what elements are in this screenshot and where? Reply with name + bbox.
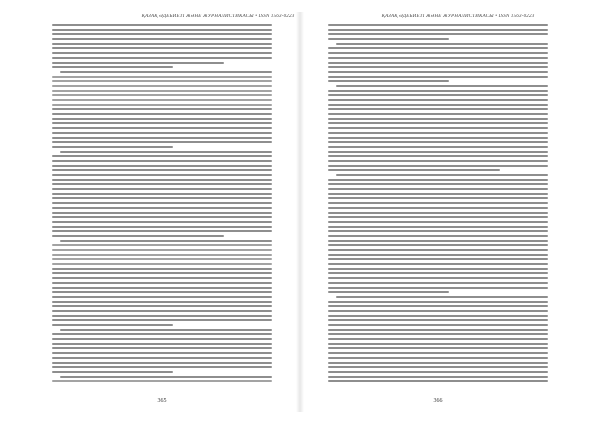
text-line [52,380,272,382]
text-line [52,366,272,368]
text-line [328,347,548,349]
text-line [52,324,173,326]
text-line [52,108,272,110]
text-line [52,66,173,68]
text-line [328,212,548,214]
text-line [52,310,272,312]
text-line [328,230,548,232]
text-line [52,174,272,176]
text-line [60,329,272,331]
text-line [328,329,548,331]
left-page [8,6,295,418]
text-line [52,57,272,59]
text-line [328,137,548,139]
text-line [328,258,548,260]
text-line [328,221,548,223]
text-line [328,376,548,378]
book-gutter [296,12,304,412]
text-line [328,52,548,54]
text-line [52,183,272,185]
text-line [328,380,548,382]
text-line [328,80,449,82]
text-line [52,216,272,218]
text-line [328,132,548,134]
text-line [328,118,548,120]
text-line [328,263,548,265]
text-line [328,333,548,335]
text-line [336,43,548,45]
right-running-head: ҚАЗАҚ ӘДЕБИЕТІ ЖӘНЕ ЖУРНАЛИСТИКАСЫ • ISSN 1563-0223 [381,14,535,19]
text-line [328,179,548,181]
text-line [328,94,548,96]
text-line [328,315,548,317]
text-line [52,287,272,289]
text-line [328,291,449,293]
text-line [52,146,173,148]
text-line [328,240,548,242]
right-page-body [328,24,548,384]
text-line [52,282,272,284]
left-page-body [52,24,272,384]
text-line [328,244,548,246]
text-line [328,57,548,59]
text-line [52,127,272,129]
text-line [52,258,272,260]
text-line [52,319,272,321]
text-line [328,169,500,171]
text-line [52,235,224,237]
text-line [328,338,548,340]
text-line [52,212,272,214]
text-line [328,272,548,274]
text-line [52,80,272,82]
text-line [52,301,272,303]
text-line [52,155,272,157]
text-line [328,305,548,307]
text-line [60,240,272,242]
text-line [52,118,272,120]
text-line [336,85,548,87]
text-line [328,108,548,110]
text-line [52,99,272,101]
text-line [52,272,272,274]
text-line [328,183,548,185]
text-line [328,202,548,204]
text-line [60,376,272,378]
text-line [328,216,548,218]
text-line [328,122,548,124]
text-line [52,343,272,345]
right-page [308,6,592,418]
text-line [328,104,548,106]
text-line [52,202,272,204]
text-line [52,338,272,340]
text-line [52,207,272,209]
text-line [328,71,548,73]
left-running-head: ҚАЗАҚ ӘДЕБИЕТІ ЖӘНЕ ЖУРНАЛИСТИКАСЫ • ISSN 1563-0223 [141,14,295,19]
text-line [52,254,272,256]
text-line [328,324,548,326]
text-line [52,76,272,78]
text-line [328,160,548,162]
text-line [52,226,272,228]
text-line [328,362,548,364]
text-line [52,33,272,35]
text-line [328,207,548,209]
text-line [52,113,272,115]
text-line [328,62,548,64]
text-line [328,301,548,303]
text-line [52,169,272,171]
text-line [52,122,272,124]
text-line [52,362,272,364]
text-line [328,254,548,256]
text-line [60,71,272,73]
text-line [328,282,548,284]
text-line [328,193,548,195]
text-line [52,90,272,92]
text-line [328,99,548,101]
text-line [52,104,272,106]
text-line [52,85,272,87]
text-line [52,333,272,335]
text-line [328,66,548,68]
text-line [52,347,272,349]
text-line [328,33,548,35]
text-line [336,296,548,298]
text-line [52,193,272,195]
text-line [52,197,272,199]
text-line [328,38,449,40]
text-line [328,146,548,148]
text-line [328,29,548,31]
text-line [52,160,272,162]
text-line [52,357,272,359]
text-line [328,371,548,373]
text-line [52,179,272,181]
text-line [328,268,548,270]
text-line [52,62,224,64]
text-line [328,352,548,354]
text-line [52,230,272,232]
text-line [60,151,272,153]
text-line [52,38,272,40]
text-line [52,47,272,49]
text-line [52,263,272,265]
text-line [328,47,548,49]
text-line [52,188,272,190]
text-line [328,287,548,289]
text-line [328,113,548,115]
text-line [328,343,548,345]
text-line [52,141,272,143]
text-line [52,352,272,354]
text-line [52,221,272,223]
text-line [52,24,272,26]
text-line [328,366,548,368]
text-line [52,94,272,96]
text-line [52,268,272,270]
text-line [328,197,548,199]
text-line [52,137,272,139]
text-line [52,29,272,31]
text-line [52,52,272,54]
text-line [328,188,548,190]
text-line [328,249,548,251]
text-line [328,141,548,143]
left-page-number: 365 [157,398,167,404]
book-spread [8,6,592,418]
text-line [52,249,272,251]
text-line [328,226,548,228]
text-line [328,24,548,26]
text-line [328,155,548,157]
text-line [52,43,272,45]
text-line [328,76,548,78]
text-line [52,305,272,307]
text-line [328,90,548,92]
text-line [328,277,548,279]
text-line [52,291,272,293]
text-line [328,310,548,312]
text-line [336,174,548,176]
text-line [52,165,272,167]
text-line [328,319,548,321]
text-line [52,315,272,317]
text-line [52,132,272,134]
text-line [328,235,548,237]
right-page-number: 366 [433,398,443,404]
text-line [328,151,548,153]
text-line [328,127,548,129]
text-line [52,244,272,246]
text-line [52,371,173,373]
text-line [52,277,272,279]
text-line [52,296,272,298]
text-line [328,357,548,359]
text-line [328,165,548,167]
